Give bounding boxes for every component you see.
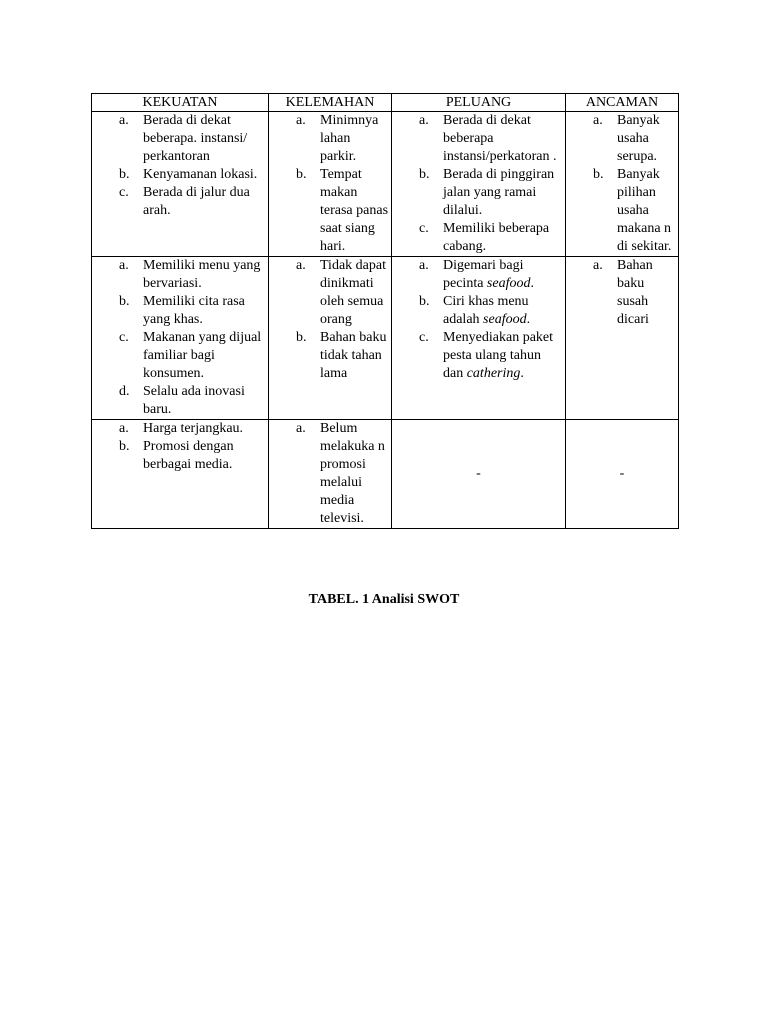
list-item — [94, 420, 266, 438]
header-opportunities: PELUANG — [392, 94, 566, 112]
list-item-text: Kenyamanan lokasi. — [143, 167, 258, 182]
list-item — [271, 420, 389, 528]
threats-cell — [566, 257, 679, 420]
list-item-text: Menyediakan paket pesta ulang tahun dan cathering. — [443, 330, 554, 381]
opportunities-list — [394, 257, 563, 383]
weaknesses-cell — [269, 112, 392, 257]
list-marker: d. — [119, 384, 130, 399]
list-marker: c. — [419, 330, 429, 345]
list-item — [94, 166, 266, 184]
strengths-cell — [92, 420, 269, 529]
list-item-text: Selalu ada inovasi baru. — [143, 384, 245, 417]
list-marker: a. — [119, 258, 129, 273]
strengths-cell — [92, 112, 269, 257]
opportunities-list — [394, 112, 563, 256]
list-item-text: Memiliki beberapa cabang. — [443, 221, 550, 254]
list-item — [271, 112, 389, 166]
list-item — [94, 383, 266, 419]
list-item — [568, 112, 676, 166]
list-item — [394, 329, 563, 383]
list-item-text: Promosi dengan berbagai media. — [143, 439, 234, 472]
header-threats: ANCAMAN — [566, 94, 679, 112]
header-weaknesses: KELEMAHAN — [269, 94, 392, 112]
list-item — [94, 112, 266, 166]
list-marker: c. — [419, 221, 429, 236]
list-item-text: Harga terjangkau. — [143, 421, 244, 436]
threats-list — [568, 257, 676, 329]
list-item-text: Memiliki menu yang bervariasi. — [143, 258, 261, 291]
list-item — [394, 166, 563, 220]
opportunities-empty-cell: - — [392, 420, 566, 529]
list-item-text: Tempat makan terasa panas saat siang hari. — [320, 167, 389, 254]
list-marker: a. — [419, 258, 429, 273]
header-strengths: KEKUATAN — [92, 94, 269, 112]
threats-list — [568, 112, 676, 256]
threats-empty-cell: - — [566, 420, 679, 529]
list-item-text: Berada di dekat beberapa instansi/perkatoran . — [443, 113, 557, 164]
list-marker: b. — [296, 330, 307, 345]
list-item — [94, 293, 266, 329]
opportunities-cell — [392, 257, 566, 420]
list-item-text: Memiliki cita rasa yang khas. — [143, 294, 245, 327]
strengths-list — [94, 420, 266, 474]
list-item-text: Berada di dekat beberapa. instansi/ perkantoran — [143, 113, 248, 164]
list-marker: b. — [593, 167, 604, 182]
strengths-cell — [92, 257, 269, 420]
list-marker: b. — [119, 294, 130, 309]
list-marker: a. — [296, 421, 306, 436]
list-item — [394, 293, 563, 329]
opportunities-cell — [392, 112, 566, 257]
list-item-text: Banyak pilihan usaha makana n di sekitar. — [617, 167, 672, 254]
table-header-row — [92, 94, 679, 112]
list-item — [394, 112, 563, 166]
list-marker: b. — [419, 294, 430, 309]
list-item-text: Digemari bagi pecinta seafood. — [443, 258, 534, 291]
list-item-text: Bahan baku susah dicari — [617, 258, 653, 327]
list-item — [394, 220, 563, 256]
list-item — [568, 166, 676, 256]
list-item — [271, 257, 389, 329]
table-caption: TABEL. 1 Analisi SWOT — [308, 592, 460, 607]
list-item-text: Banyak usaha serupa. — [617, 113, 660, 164]
weaknesses-cell — [269, 420, 392, 529]
list-item — [94, 184, 266, 220]
list-item — [94, 329, 266, 383]
list-marker: b. — [119, 439, 130, 454]
table-row — [92, 420, 679, 529]
list-marker: c. — [119, 185, 129, 200]
list-item — [271, 329, 389, 383]
weaknesses-list — [271, 112, 389, 256]
list-item — [94, 438, 266, 474]
weaknesses-list — [271, 257, 389, 383]
list-item — [94, 257, 266, 293]
list-marker: b. — [296, 167, 307, 182]
list-item-text: Belum melakuka n promosi melalui media televisi. — [320, 421, 385, 526]
list-item — [568, 257, 676, 329]
list-item — [271, 166, 389, 256]
list-item-text: Ciri khas menu adalah seafood. — [443, 294, 531, 327]
list-marker: a. — [119, 113, 129, 128]
list-marker: b. — [119, 167, 130, 182]
table-row — [92, 257, 679, 420]
weaknesses-list — [271, 420, 389, 528]
list-marker: a. — [419, 113, 429, 128]
strengths-list — [94, 112, 266, 220]
list-marker: a. — [593, 113, 603, 128]
list-marker: a. — [296, 258, 306, 273]
list-marker: a. — [296, 113, 306, 128]
list-marker: a. — [119, 421, 129, 436]
threats-cell — [566, 112, 679, 257]
list-item-text: Bahan baku tidak tahan lama — [320, 330, 387, 381]
weaknesses-cell — [269, 257, 392, 420]
swot-table — [91, 93, 679, 529]
list-marker: a. — [593, 258, 603, 273]
list-item — [394, 257, 563, 293]
list-marker: c. — [119, 330, 129, 345]
list-item-text: Berada di jalur dua arah. — [143, 185, 250, 218]
list-item-text: Minimnya lahan parkir. — [320, 113, 379, 164]
list-marker: b. — [419, 167, 430, 182]
list-item-text: Tidak dapat dinikmati oleh semua orang — [320, 258, 386, 327]
strengths-list — [94, 257, 266, 419]
list-item-text: Berada di pinggiran jalan yang ramai dilalui. — [443, 167, 555, 218]
list-item-text: Makanan yang dijual familiar bagi konsumen. — [143, 330, 262, 381]
table-row — [92, 112, 679, 257]
